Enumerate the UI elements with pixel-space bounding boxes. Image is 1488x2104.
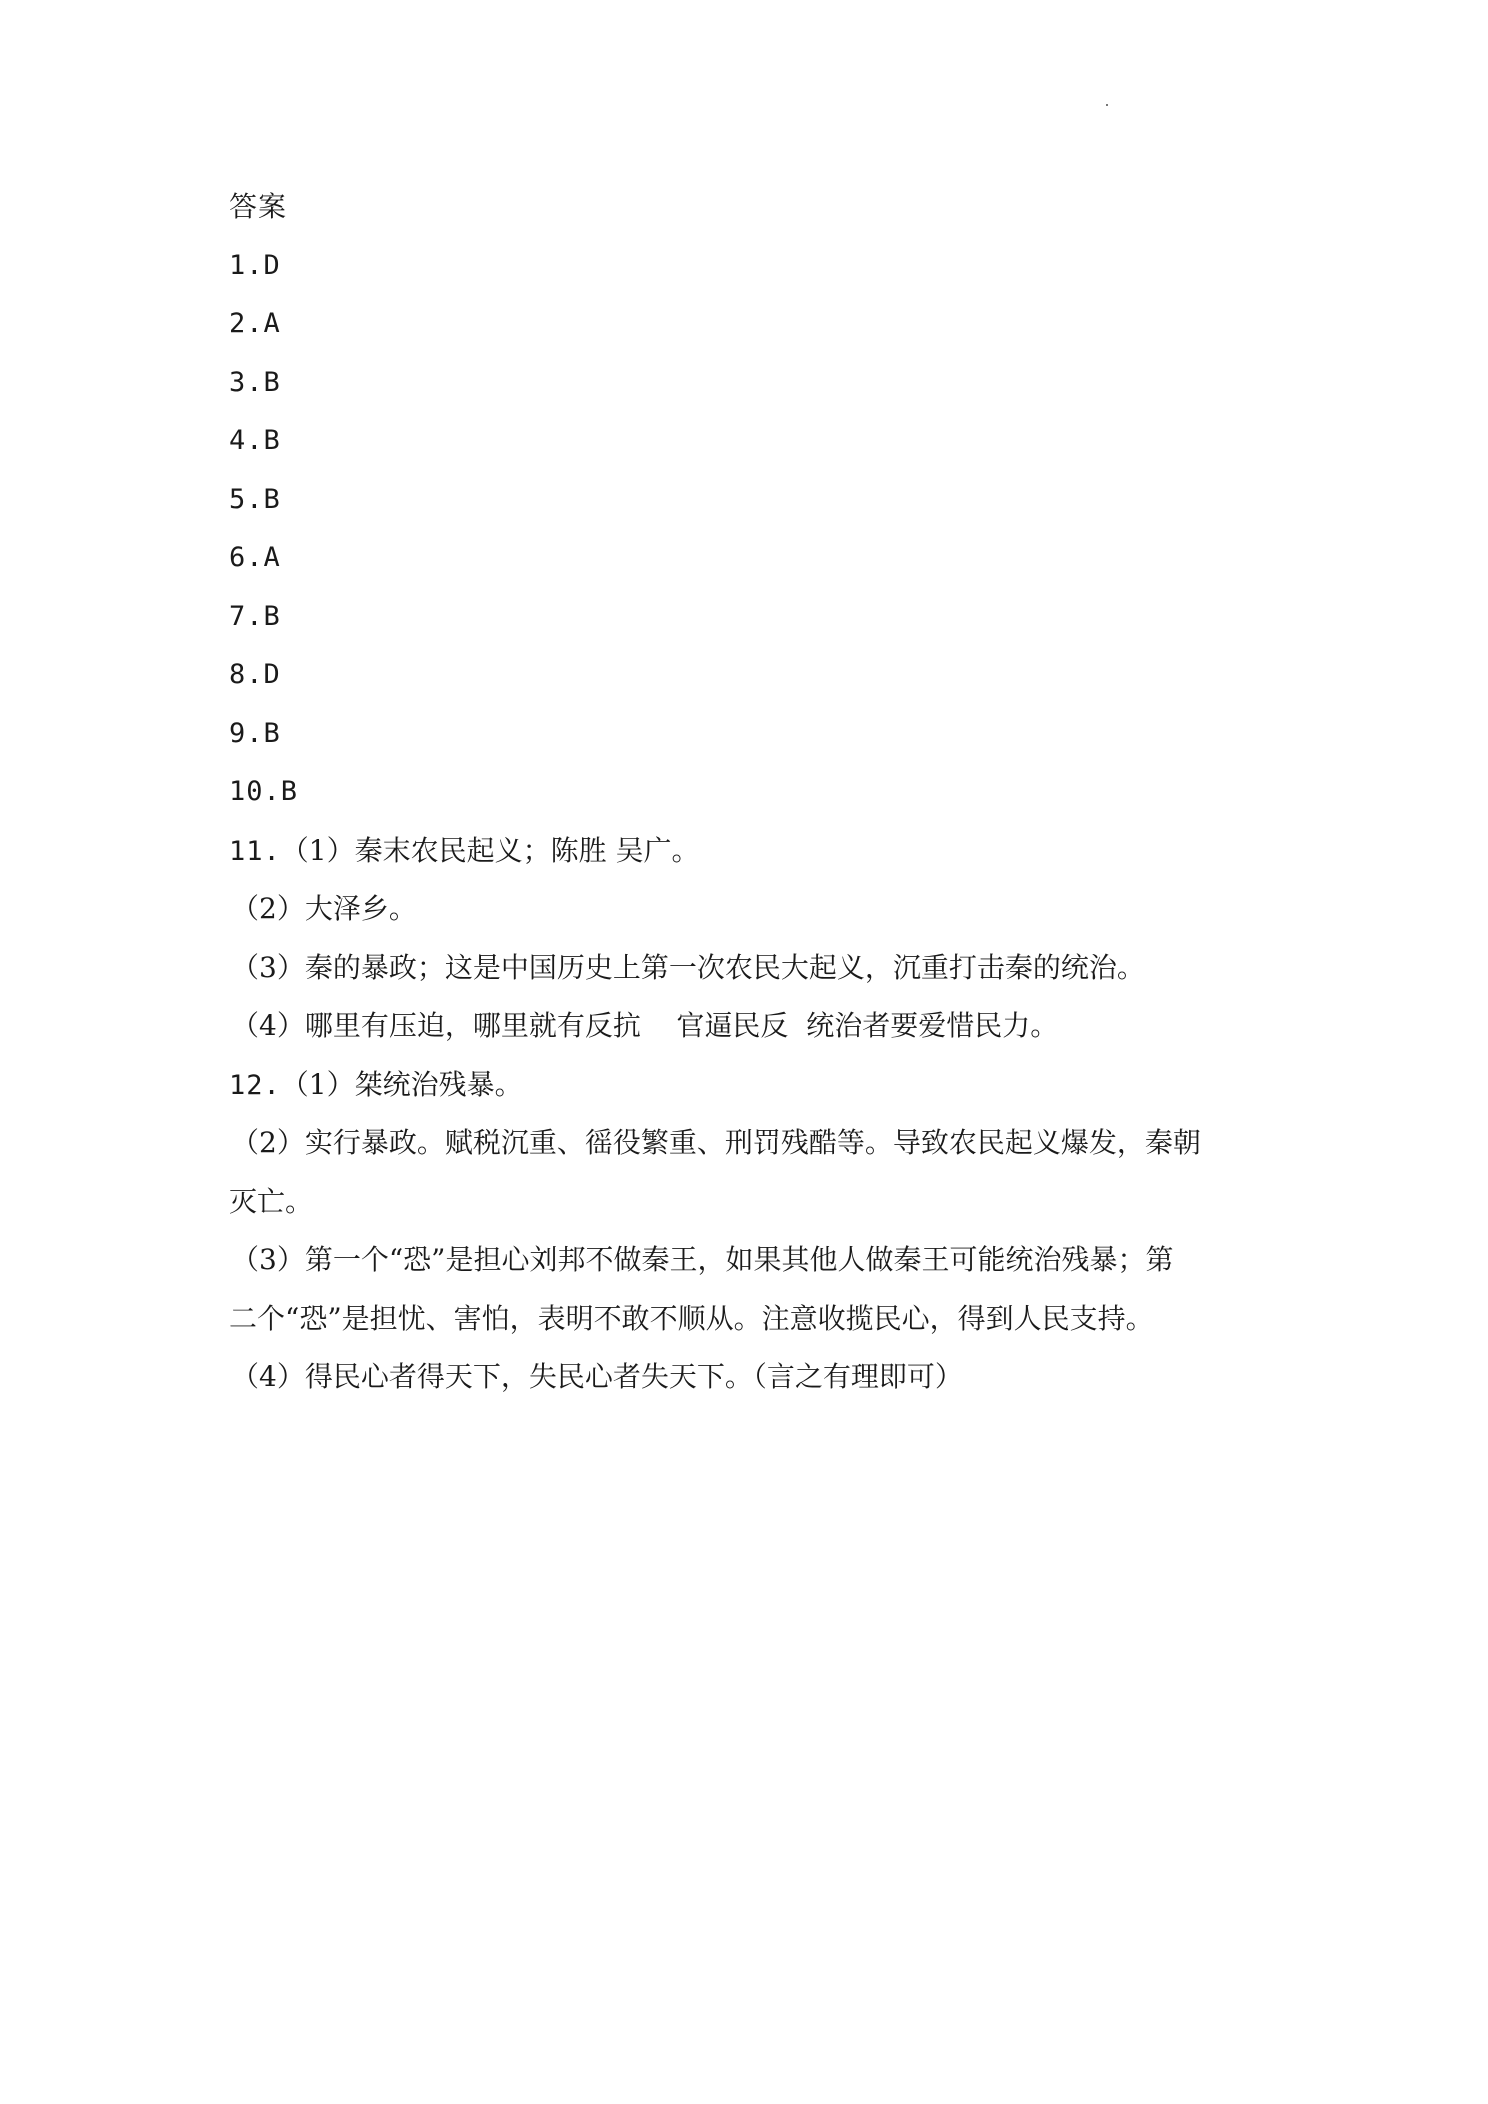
choice-answer-4: 4.B bbox=[229, 425, 281, 456]
q11-part-2: （2）大泽乡。 bbox=[231, 892, 417, 925]
q12-part-3-line-1: （3）第一个“恐”是担心刘邦不做秦王，如果其他人做秦王可能统治残暴；第 bbox=[231, 1243, 1174, 1276]
choice-answer-5: 5.B bbox=[229, 483, 281, 515]
choice-answer-8: 8.D bbox=[229, 659, 281, 690]
choice-answer-2: 2.A bbox=[229, 308, 281, 339]
q11-part-3: （3）秦的暴政；这是中国历史上第一次农民大起义，沉重打击秦的统治。 bbox=[231, 950, 1145, 984]
choice-answer-9: 9.B bbox=[229, 717, 281, 749]
page-corner-mark bbox=[1106, 104, 1108, 106]
q12-part-4: （4）得民心者得天下，失民心者失天下。（言之有理即可） bbox=[231, 1360, 963, 1393]
choice-answer-3: 3.B bbox=[229, 366, 281, 398]
choice-answer-1: 1.D bbox=[229, 249, 281, 281]
answer-title: 答案 bbox=[229, 190, 288, 223]
choice-answer-6: 6.A bbox=[229, 542, 281, 573]
q12-part-2-line-1: （2）实行暴政。赋税沉重、徭役繁重、刑罚残酷等。导致农民起义爆发，秦朝 bbox=[231, 1126, 1201, 1159]
choice-answer-7: 7.B bbox=[229, 600, 281, 632]
answer-content bbox=[229, 178, 1269, 1407]
q12-part-1-line bbox=[229, 1056, 1269, 1115]
q12-part-3-line-2: 二个“恐”是担忧、害怕，表明不敢不顺从。注意收揽民心，得到人民支持。 bbox=[229, 1301, 1154, 1335]
q11-part-4: （4）哪里有压迫，哪里就有反抗 官逼民反 统治者要爱惜民力。 bbox=[231, 1009, 1059, 1042]
choice-answer-10: 10.B bbox=[229, 776, 299, 807]
q12-number: 12. bbox=[229, 1069, 281, 1101]
q11-part-1: （1）秦末农民起义；陈胜 吴广。 bbox=[280, 833, 700, 867]
q12-part-2-line-2: 灭亡。 bbox=[229, 1184, 314, 1218]
q12-part-1: （1）桀统治残暴。 bbox=[280, 1067, 523, 1101]
q11-number: 11. bbox=[229, 835, 281, 867]
q11-part-1-line bbox=[229, 822, 1269, 881]
